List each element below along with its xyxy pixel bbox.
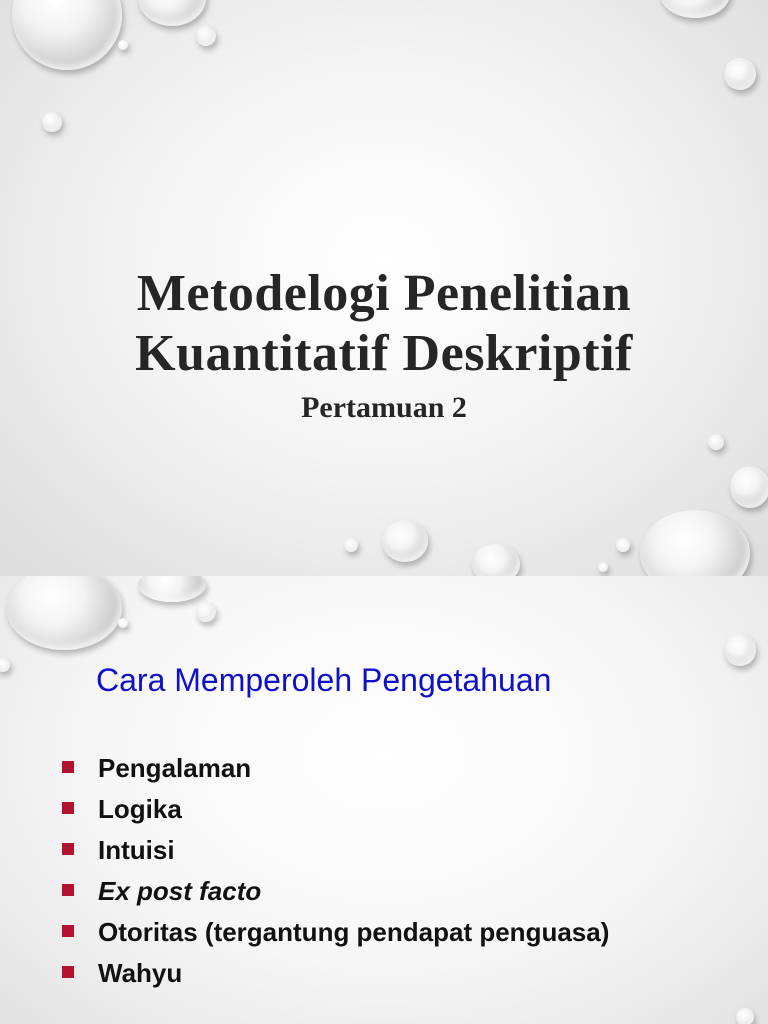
list-item-label: Otoritas (tergantung pendapat penguasa) — [98, 917, 610, 947]
water-drop — [344, 538, 358, 552]
water-drop — [12, 0, 122, 70]
water-drop — [616, 538, 630, 552]
water-drop — [724, 634, 756, 666]
water-drop — [118, 618, 128, 628]
slide-title-line-2: Kuantitatif Deskriptif — [135, 325, 633, 382]
square-bullet-icon — [62, 966, 74, 978]
list-item — [62, 953, 609, 994]
list-item-label: Ex post facto — [98, 876, 262, 906]
slide-content — [0, 576, 768, 1024]
square-bullet-icon — [62, 925, 74, 937]
list-item — [62, 871, 609, 912]
list-item-label: Pengalaman — [98, 753, 252, 783]
water-drop — [724, 58, 756, 90]
water-drop — [118, 40, 128, 50]
water-drop — [736, 1008, 754, 1024]
water-drop — [6, 576, 122, 650]
water-drop — [640, 510, 750, 576]
water-drop — [138, 576, 206, 602]
water-drop — [382, 520, 428, 562]
water-drop — [42, 112, 62, 132]
water-drop — [730, 466, 768, 508]
water-drop — [660, 0, 730, 18]
bullet-list — [62, 748, 609, 994]
list-item-label: Logika — [98, 794, 182, 824]
water-drop — [196, 26, 216, 46]
list-item-label: Intuisi — [98, 835, 175, 865]
water-drop — [598, 562, 608, 572]
square-bullet-icon — [62, 802, 74, 814]
water-drop — [472, 544, 520, 576]
list-item-label: Wahyu — [98, 958, 183, 988]
water-drop — [138, 0, 206, 26]
square-bullet-icon — [62, 761, 74, 773]
title-block — [0, 264, 768, 428]
list-item — [62, 789, 609, 830]
square-bullet-icon — [62, 884, 74, 896]
slide-heading: Cara Memperoleh Pengetahuan — [96, 662, 552, 698]
slide-title-line-1: Metodelogi Penelitian — [136, 265, 632, 322]
list-item — [62, 912, 609, 953]
water-drop — [0, 658, 10, 672]
water-drop — [196, 602, 216, 622]
slide-subtitle: Pertamuan 2 — [301, 391, 467, 424]
square-bullet-icon — [62, 843, 74, 855]
list-item — [62, 748, 609, 789]
water-drop — [708, 434, 724, 450]
list-item — [62, 830, 609, 871]
